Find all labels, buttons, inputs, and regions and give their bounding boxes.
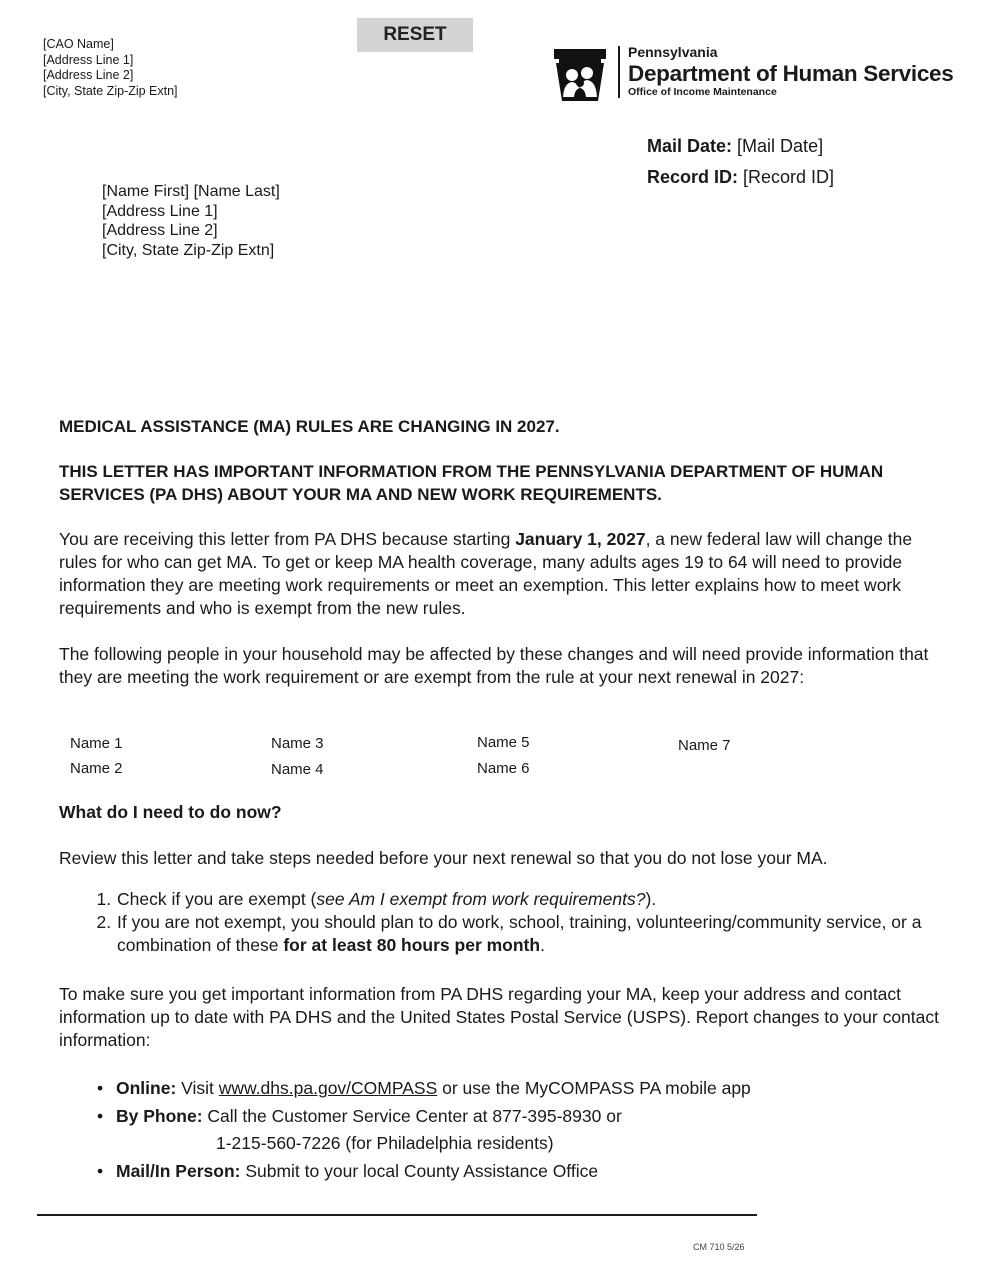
cao-address-line-1: [Address Line 1] — [43, 52, 134, 67]
phone-label: By Phone: — [116, 1105, 203, 1126]
step-plan-activities — [116, 911, 990, 957]
intro-text-before: You are receiving this letter from PA DHS because starting — [59, 529, 516, 549]
what-to-do-heading: What do I need to do now? — [59, 802, 282, 822]
household-name-5: Name 5 — [477, 734, 530, 751]
contact-paragraph: To make sure you get important information from PA DHS regarding your MA, keep your address and contact information up to date with PA DHS and the United States Postal Service (USPS). Report changes to your contact information: — [59, 984, 939, 1050]
phone-text-philadelphia: 1-215-560-7226 (for Philadelphia residents) — [216, 1133, 554, 1153]
contact-methods-list — [59, 1075, 990, 1185]
online-text-after: or use the MyCOMPASS PA mobile app — [437, 1078, 751, 1098]
compass-link[interactable]: www.dhs.pa.gov/COMPASS — [218, 1078, 438, 1098]
mail-date-label: Mail Date: — [647, 136, 733, 156]
cao-city-state-zip: [City, State Zip-Zip Extn] — [43, 83, 178, 98]
logo-department: Department of Human Services — [628, 61, 954, 86]
dhs-logo-text — [628, 44, 953, 99]
step1-text: Check if you are exempt ( — [117, 889, 317, 909]
logo-state: Pennsylvania — [628, 44, 718, 60]
steps-list — [59, 888, 990, 957]
mail-text: Submit to your local County Assistance Office — [240, 1160, 599, 1181]
record-id-label: Record ID: — [647, 167, 739, 187]
step2-bold: for at least 80 hours per month — [283, 935, 541, 955]
recipient-address-block — [102, 182, 280, 260]
phone-text: Call the Customer Service Center at 877-395-8930 or — [202, 1105, 622, 1126]
logo-office: Office of Income Maintenance — [628, 86, 777, 98]
intro-paragraph — [59, 528, 939, 620]
recipient-city-state-zip: [City, State Zip-Zip Extn] — [102, 241, 275, 259]
intro-text-after: , a new federal law will change the rules for who can get MA. To get or keep MA health coverage, many adults ages 19 to 64 will need to provide information they are meeting work requirements or meet an exemption. This letter explains how to meet work requirements and who is exempt from the new rules. — [59, 529, 913, 618]
household-paragraph: The following people in your household may be affected by these changes and will need provide information that they are meeting the work requirement or are exempt from the rule at your next renewal in 2027: — [59, 644, 929, 687]
heading-important-info: THIS LETTER HAS IMPORTANT INFORMATION FROM THE PENNSYLVANIA DEPARTMENT OF HUMAN SERVICES (PA DHS) ABOUT YOUR MA AND NEW WORK REQUIREMENTS. — [59, 462, 884, 504]
online-text: Visit — [176, 1078, 219, 1098]
household-name-3: Name 3 — [271, 735, 324, 752]
mail-date-value: [Mail Date] — [737, 136, 824, 156]
cao-address-block — [43, 37, 178, 99]
online-label: Online: — [116, 1078, 177, 1098]
step1-italic: see Am I exempt from work requirements? — [316, 889, 646, 909]
heading-rules-changing: MEDICAL ASSISTANCE (MA) RULES ARE CHANGING IN 2027. — [59, 417, 560, 436]
household-name-1: Name 1 — [70, 735, 123, 752]
cao-address-line-2: [Address Line 2] — [43, 68, 134, 82]
household-name-2: Name 2 — [70, 760, 123, 777]
record-id-value: [Record ID] — [743, 167, 835, 187]
intro-date: January 1, 2027 — [515, 529, 646, 549]
step2-end: . — [540, 935, 545, 955]
contact-phone — [116, 1103, 990, 1158]
logo-divider — [618, 46, 620, 98]
contact-mail — [116, 1158, 990, 1186]
footer-divider — [37, 1214, 757, 1216]
review-paragraph: Review this letter and take steps needed before your next renewal so that you do not lose your MA. — [59, 848, 828, 868]
mail-date — [647, 136, 823, 157]
household-name-6: Name 6 — [477, 760, 530, 777]
contact-online — [116, 1075, 990, 1103]
household-name-4: Name 4 — [271, 761, 324, 778]
step1-end: ). — [645, 889, 657, 909]
keystone-logo-icon — [551, 47, 609, 103]
recipient-address-line-2: [Address Line 2] — [102, 222, 218, 239]
record-id — [647, 167, 834, 188]
form-code: CM 710 5/26 — [693, 1242, 745, 1252]
recipient-name: [Name First] [Name Last] — [102, 183, 280, 200]
reset-button[interactable]: RESET — [357, 18, 473, 52]
step2-text: If you are not exempt, you should plan to do work, school, training, volunteering/community service, or a combination of these — [117, 912, 922, 955]
mail-label: Mail/In Person: — [116, 1160, 241, 1181]
cao-name: [CAO Name] — [43, 37, 114, 51]
step-check-exempt — [116, 888, 990, 911]
household-name-7: Name 7 — [678, 737, 731, 754]
recipient-address-line-1: [Address Line 1] — [102, 202, 218, 220]
